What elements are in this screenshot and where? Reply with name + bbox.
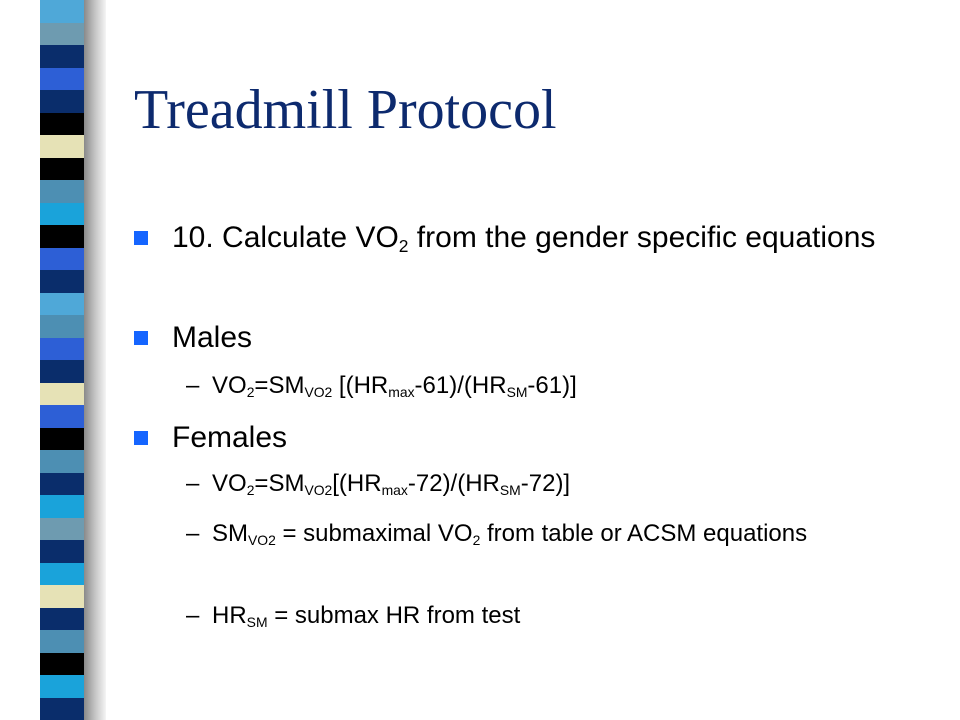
square-bullet-icon: [134, 331, 148, 345]
bullet-item-males: [134, 318, 884, 358]
subscript: SM: [506, 383, 528, 400]
stripe-segment: [40, 405, 84, 428]
square-bullet-icon: [134, 231, 148, 245]
stripe-segment: [40, 113, 84, 136]
subscript: max: [388, 383, 415, 400]
stripe-segment: [40, 675, 84, 698]
stripe-segment: [40, 383, 84, 406]
square-bullet-icon: [134, 431, 148, 445]
stripe-segment: [40, 135, 84, 158]
stripe-segment: [40, 248, 84, 271]
stripe-segment: [40, 653, 84, 676]
dash-marker: –: [186, 470, 200, 497]
stripe-segment: [40, 495, 84, 518]
stripe-segment: [40, 158, 84, 181]
stripe-shadow: [84, 0, 106, 720]
stripe-segment: [40, 585, 84, 608]
subscript: SM: [246, 613, 268, 630]
bullet-text: $SM_{VO2}$ = submaximal $VO_2$ from table or ACSM equations: [212, 520, 808, 548]
stripe-segment: [40, 68, 84, 91]
stripe-segment: [40, 203, 84, 226]
stripe-segment: [40, 225, 84, 248]
stripe-segment: [40, 698, 84, 720]
stripe-segment: [40, 23, 84, 46]
stripe-segment: [40, 180, 84, 203]
subscript: 2: [472, 531, 481, 548]
stripe-segment: [40, 293, 84, 316]
bullet-item-females: [134, 418, 884, 458]
dash-marker: –: [186, 520, 200, 547]
subscript: VO2: [304, 481, 333, 498]
stripe-segment: [40, 270, 84, 293]
stripe-segment: [40, 0, 84, 23]
sub-bullet-smvo2-definition: [186, 518, 876, 550]
stripe-segment: [40, 630, 84, 653]
subscript: 2: [246, 481, 255, 498]
stripe-segment: [40, 518, 84, 541]
bullet-text: Females: [172, 421, 288, 454]
bullet-text: 10. Calculate $VO_2$ from the gender specific equations: [172, 221, 876, 256]
subscript: max: [381, 481, 408, 498]
dash-marker: –: [186, 372, 200, 399]
stripe-segment: [40, 608, 84, 631]
subscript: VO2: [304, 383, 333, 400]
sub-bullet-male-equation: [186, 370, 876, 402]
bullet-item-calculate-vo2: [134, 218, 884, 258]
subscript: VO2: [248, 531, 276, 548]
bullet-text: $HR_{SM} = submax$ HR from test: [212, 602, 521, 630]
subscript: SM: [499, 481, 521, 498]
bullet-text: Males: [172, 321, 253, 354]
stripe-segment: [40, 540, 84, 563]
stripe-segment: [40, 428, 84, 451]
stripe-segment: [40, 315, 84, 338]
stripe-segment: [40, 338, 84, 361]
dash-marker: –: [186, 602, 200, 629]
decorative-stripe-bar: [40, 0, 84, 720]
subscript: 2: [246, 383, 255, 400]
stripe-segment: [40, 45, 84, 68]
slide-title: Treadmill Protocol: [134, 79, 557, 141]
bullet-text: $VO_2=SM_{VO2}$ $[(HR_{max}-61)/(HR_{SM}-61)]$: [212, 372, 577, 400]
stripe-segment: [40, 450, 84, 473]
stripe-segment: [40, 90, 84, 113]
bullet-text: $VO_2=SM_{VO2}[(HR_{max}-72)/(HR_{SM}-72)]$: [212, 470, 571, 498]
stripe-segment: [40, 360, 84, 383]
stripe-segment: [40, 473, 84, 496]
sub-bullet-hrsm-definition: [186, 600, 876, 632]
subscript: 2: [398, 235, 409, 256]
stripe-segment: [40, 563, 84, 586]
sub-bullet-female-equation: [186, 468, 876, 500]
